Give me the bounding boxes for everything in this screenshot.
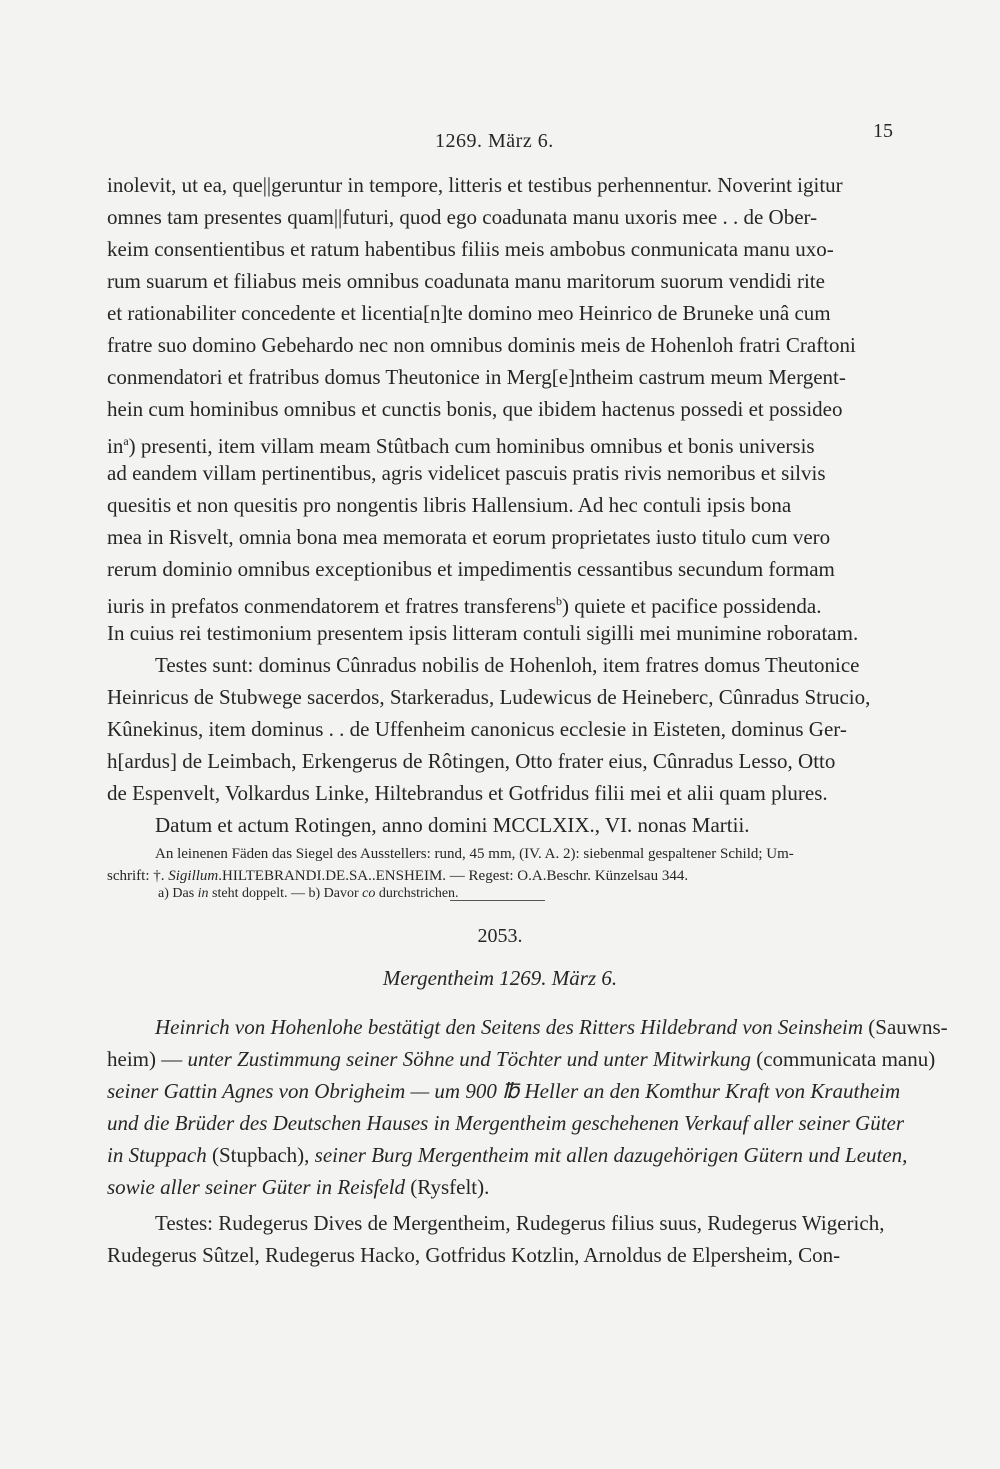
summary-line [107, 1140, 907, 1170]
note-text: steht doppelt. — b) Davor [208, 886, 363, 901]
summary-text: (Stupbach), [206, 1143, 315, 1167]
summary-text: (communicata manu) [750, 1047, 936, 1071]
note-text: .HILTEBRANDI.DE.SA..ENSHEIM. — Regest: O.A.Beschr. Künzelsau 344. [218, 868, 689, 884]
body-line: ad eandem villam pertinentibus, agris videlicet pascuis pratis rivis nemoribus et silvis [107, 461, 826, 485]
body-line: rerum dominio omnibus exceptionibus et impedimentis cessantibus secundum formam [107, 557, 835, 581]
body-line: fratre suo domino Gebehardo nec non omnibus dominis meis de Hohenloh fratri Craftoni [107, 333, 856, 357]
body-line: et rationabiliter concedente et licentia[n]te domino meo Heinrico de Bruneke unâ cum [107, 301, 831, 325]
line-text: ) quiete et pacifice possidenda. [562, 594, 822, 618]
body-line [107, 426, 907, 461]
body-line [107, 586, 907, 621]
summary-text: sowie aller seiner Güter in Reisfeld [107, 1175, 406, 1199]
summary-text: (Sauwns- [863, 1015, 948, 1039]
section-divider [450, 900, 545, 901]
summary-text: seiner Burg Mergentheim mit allen dazugehörigen Gütern und Leuten, [314, 1143, 908, 1167]
place-date-heading: Mergentheim 1269. März 6. [382, 966, 618, 990]
line-text: ) presenti, item villam meam Stûtbach cum hominibus omnibus et bonis universis [128, 434, 815, 458]
witness-line: Rudegerus Sûtzel, Rudegerus Hacko, Gotfridus Kotzlin, Arnoldus de Elpersheim, Con- [107, 1243, 841, 1267]
summary-line: und die Brüder des Deutschen Hauses in Mergentheim geschehenen Verkauf aller seiner Güter [107, 1111, 905, 1135]
body-line: Heinricus de Stubwege sacerdos, Starkeradus, Ludewicus de Heineberc, Cûnradus Strucio, [107, 685, 871, 709]
header-date: 1269. März 6. [435, 130, 554, 152]
summary-line [107, 1012, 948, 1042]
document-number: 2053. [477, 925, 523, 947]
note-text: schrift: †. [107, 868, 169, 884]
body-line: quesitis et non quesitis pro nongentis libris Hallensium. Ad hec contuli ipsis bona [107, 493, 792, 517]
body-line: Kûnekinus, item dominus . . de Uffenheim canonicus ecclesie in Eisteten, dominus Ger- [107, 717, 847, 741]
summary-line [107, 1172, 907, 1202]
body-line: mea in Risvelt, omnia bona mea memorata et eorum proprietates iusto titulo cum vero [107, 525, 831, 549]
footnote-marker-a: a [123, 434, 129, 448]
witness-line: Testes: Rudegerus Dives de Mergentheim, Rudegerus filius suus, Rudegerus Wigerich, [155, 1211, 885, 1235]
page-header [0, 118, 1000, 158]
note-text: Sigillum [168, 868, 219, 884]
note-text: in [197, 886, 209, 901]
body-line: h[ardus] de Leimbach, Erkengerus de Rôtingen, Otto frater eius, Cûnradus Lesso, Otto [107, 749, 836, 773]
body-line: conmendatori et fratribus domus Theutonice in Merg[e]ntheim castrum meum Mergent- [107, 365, 846, 389]
summary-text: heim) — [107, 1047, 188, 1071]
body-line: de Espenvelt, Volkardus Linke, Hiltebrandus et Gotfridus filii mei et alii quam plures. [107, 781, 828, 805]
body-line: rum suarum et filiabus meis omnibus coadunata manu maritorum suorum vendidi rite [107, 269, 825, 293]
body-line: In cuius rei testimonium presentem ipsis litteram contuli sigilli mei munimine roboratam. [107, 621, 859, 645]
seal-description [107, 868, 907, 885]
summary-text: Heinrich von Hohenlohe bestätigt den Seitens des Ritters Hildebrand von Seinsheim [155, 1015, 864, 1039]
body-line: inolevit, ut ea, que||geruntur in tempore, litteris et testibus perhennentur. Noverint igitur [107, 173, 843, 197]
summary-text: (Rysfelt). [405, 1175, 490, 1199]
seal-description: An leinenen Fäden das Siegel des Ausstellers: rund, 45 mm, (IV. A. 2): siebenmal gespaltener Schild; Um- [155, 846, 794, 862]
note-text: a) Das [158, 886, 198, 901]
footnote-marker-b: b [556, 594, 562, 608]
body-line: keim consentientibus et ratum habentibus filiis meis ambobus conmunicata manu uxo- [107, 237, 834, 261]
note-text: co [362, 886, 376, 901]
summary-text: in Stuppach [107, 1143, 207, 1167]
body-line: Testes sunt: dominus Cûnradus nobilis de Hohenloh, item fratres domus Theutonice [155, 653, 860, 677]
summary-line: seiner Gattin Agnes von Obrigheim — um 900 ℔ Heller an den Komthur Kraft von Krautheim [107, 1079, 901, 1103]
page-number: 15 [873, 120, 893, 142]
line-text: iuris in prefatos conmendatorem et fratres transferens [107, 594, 556, 618]
line-text: in [107, 434, 124, 458]
summary-text: unter Zustimmung seiner Söhne und Töchter und unter Mitwirkung [187, 1047, 751, 1071]
body-line: omnes tam presentes quam||futuri, quod ego coadunata manu uxoris mee . . de Ober- [107, 205, 818, 229]
note-text: durchstrichen. [375, 886, 459, 901]
body-line: hein cum hominibus omnibus et cunctis bonis, que ibidem hactenus possedi et possideo [107, 397, 843, 421]
summary-line [107, 1044, 936, 1074]
body-line: Datum et actum Rotingen, anno domini MCCLXIX., VI. nonas Martii. [155, 813, 750, 837]
